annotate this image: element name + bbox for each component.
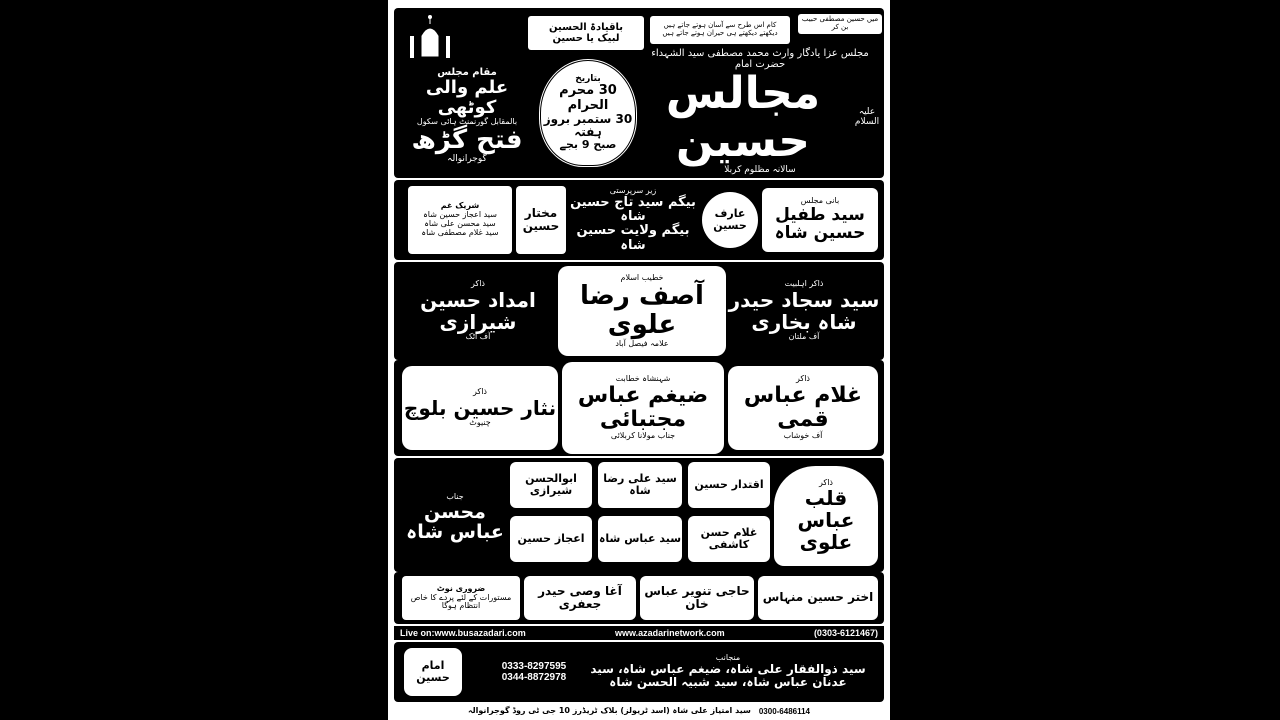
speaker-card-small	[758, 576, 878, 620]
live-strip	[394, 626, 884, 640]
speaker-grid-cell	[688, 516, 770, 562]
info-line: سید محسن علی شاہ	[424, 219, 496, 228]
speaker-grid-cell	[510, 462, 592, 508]
speaker-card-large	[774, 466, 878, 566]
speaker-name: نثار حسین بلوچ	[403, 396, 557, 420]
info-box	[408, 186, 512, 254]
speaker-name: سید عباس شاہ	[598, 531, 682, 545]
speaker-title: جناب	[446, 491, 464, 501]
live-link-2[interactable]: www.azadarinetwork.com	[614, 628, 725, 638]
speaker-card	[402, 366, 558, 450]
speaker-grid-cell	[510, 516, 592, 562]
subtitle: سالانہ مظلوم کربلا	[724, 165, 796, 176]
speaker-name: اعجاز حسین	[517, 531, 585, 545]
speaker-city: آف ملتان	[788, 332, 820, 341]
top-banner-small	[798, 14, 882, 34]
speaker-name: ضیغم عباس مجتبائی	[577, 382, 709, 432]
majlis-poster	[388, 0, 890, 720]
speaker-city: جناب مولانا کربلائی	[610, 431, 676, 441]
sponsor-label: زیر سرپرستی	[609, 186, 657, 195]
speaker-title: خطیب اسلام	[620, 272, 664, 282]
note-text: مستورات کے لئے پردے کا خاص انتظام ہوگا	[410, 592, 512, 611]
arif-name: عارف حسین	[713, 206, 747, 232]
phone-top: (0303-6121467)	[813, 628, 878, 638]
note-label: ضروری نوٹ	[436, 583, 486, 593]
host-box	[762, 188, 878, 252]
speaker-title: ذاکر	[795, 374, 810, 384]
venue-sub: بالمقابل گورنمنٹ ہائی سکول	[416, 116, 518, 126]
speaker-name: محسن عباس شاہ	[406, 500, 504, 544]
speaker-grid-cell	[688, 462, 770, 508]
speaker-name: آغا وصی حیدر جعفری	[538, 583, 622, 611]
speaker-card	[728, 266, 880, 356]
speaker-name: آصف رضا علوی	[580, 281, 704, 340]
speaker-city: آف اٹک	[465, 332, 491, 341]
date-islamic: 30 محرم الحرام	[559, 83, 617, 113]
speaker-name: غلام عباس قمی	[743, 382, 863, 432]
slogan-line: لبیک یا حسین	[552, 33, 620, 44]
speaker-card-large	[406, 470, 504, 566]
venue-label: مقام مجلس	[437, 67, 497, 79]
footer	[394, 704, 884, 718]
footer-text: سید امتیاز علی شاہ (اسد ٹریولز) بلاک ٹریڈرز 10 جی ٹی روڈ گوجرانوالہ	[467, 705, 751, 715]
top-notes-strip	[650, 16, 790, 44]
speaker-title: ذاکر	[472, 387, 487, 397]
venue-district: گوجرانوالہ	[447, 154, 487, 165]
phone-number: 0344-8872978	[501, 672, 567, 683]
venue-name: علم والی کوٹھی	[425, 77, 509, 118]
phone-number: 0333-8297595	[501, 661, 567, 672]
speaker-name: امداد حسین شیرازی	[420, 288, 536, 334]
date-label: بتاریخ	[575, 73, 601, 84]
phones-block	[496, 648, 572, 696]
speaker-name: قلب عباس علوی	[797, 486, 855, 555]
sponsors-block	[568, 186, 698, 254]
speaker-city: علامہ فیصل آباد	[615, 338, 669, 348]
speaker-title: ذاکر	[818, 477, 833, 487]
speaker-grid-cell	[598, 462, 682, 508]
speaker-name: ابوالحسن شیرازی	[525, 471, 577, 497]
organizers-label: منجانب	[715, 653, 741, 663]
sponsor-name: بیگم ولایت حسین شاہ	[576, 223, 690, 253]
speaker-name: سید علی رضا شاہ	[603, 471, 677, 497]
date-time: صبح 9 بجے	[559, 138, 617, 152]
top-note: میں حسین مصطفی حبیب بن کر	[801, 15, 879, 31]
arif-box	[702, 192, 758, 248]
title-block	[638, 47, 882, 176]
title-intro: مجلس عزا یادگار وارث محمد مصطفی سید الشہداء حضرت امام	[651, 47, 869, 70]
logo-text: امام حسین	[416, 658, 450, 684]
speaker-city: چنیوٹ	[469, 418, 491, 427]
important-note-box	[402, 576, 520, 620]
date-box	[538, 58, 638, 168]
speaker-name: سید سجاد حیدر شاہ بخاری	[728, 288, 880, 334]
speaker-title: ذاکر	[470, 279, 485, 289]
live-link-1[interactable]: Live on:www.busazadari.com	[400, 628, 526, 638]
organizers-names: سید ذوالفقار علی شاہ، ضیغم عباس شاہ، سید عدنان عباس شاہ، سید شبیہ الحسن شاہ	[590, 662, 866, 690]
speaker-city: آف خوشاب	[783, 431, 823, 441]
slogan-box	[528, 16, 644, 50]
mukhtar-name: مختار حسین	[522, 205, 560, 233]
venue-block	[400, 60, 534, 172]
top-note: دیکھتے دیکھتے ہی حیران ہوتے جاتے ہیں	[662, 29, 778, 37]
speaker-title: شہنشاہ خطابت	[615, 374, 671, 384]
speaker-card-featured	[562, 362, 724, 454]
host-name: سید طفیل حسین شاہ	[774, 204, 866, 244]
speaker-card-small	[640, 576, 754, 620]
speaker-card	[728, 366, 878, 450]
speaker-name: حاجی تنویر عباس خان	[644, 583, 750, 611]
info-line: سید غلام مصطفی شاہ	[421, 227, 499, 237]
mukhtar-box	[516, 186, 566, 254]
speaker-card-small	[524, 576, 636, 620]
speaker-name: اختر حسین منہاس	[762, 590, 874, 605]
speaker-card	[400, 266, 556, 356]
date-gregorian: 30 ستمبر بروز ہفتہ	[543, 112, 633, 140]
info-line: شریک غم	[440, 201, 480, 211]
main-title: مجالس حسین	[665, 67, 821, 168]
speaker-grid-cell	[598, 516, 682, 562]
speaker-name: غلام حسن کاشفی	[700, 525, 758, 551]
title-honorific: علیہ السلام	[854, 107, 880, 128]
host-label: بانی مجلس	[800, 195, 840, 205]
organizers-block	[576, 646, 880, 698]
speaker-card-featured	[558, 266, 726, 356]
speaker-title: ذاکر اہلبیت	[784, 279, 824, 289]
footer-phone: 0300-6486114	[758, 706, 811, 716]
speaker-name: اقتدار حسین	[694, 477, 764, 491]
shrine-dome-icon	[402, 14, 458, 64]
sponsor-name: بیگم سید تاج حسین شاہ	[570, 194, 696, 225]
top-note: کام اس طرح سے آسان ہوتے جاتے ہیں	[663, 21, 777, 30]
venue-city: فتح گڑھ	[411, 125, 523, 156]
slogan-line: باقیادۃ الحسین	[548, 22, 623, 33]
organizer-logo	[404, 648, 462, 696]
info-line: سید اعجاز حسین شاہ	[423, 210, 497, 220]
